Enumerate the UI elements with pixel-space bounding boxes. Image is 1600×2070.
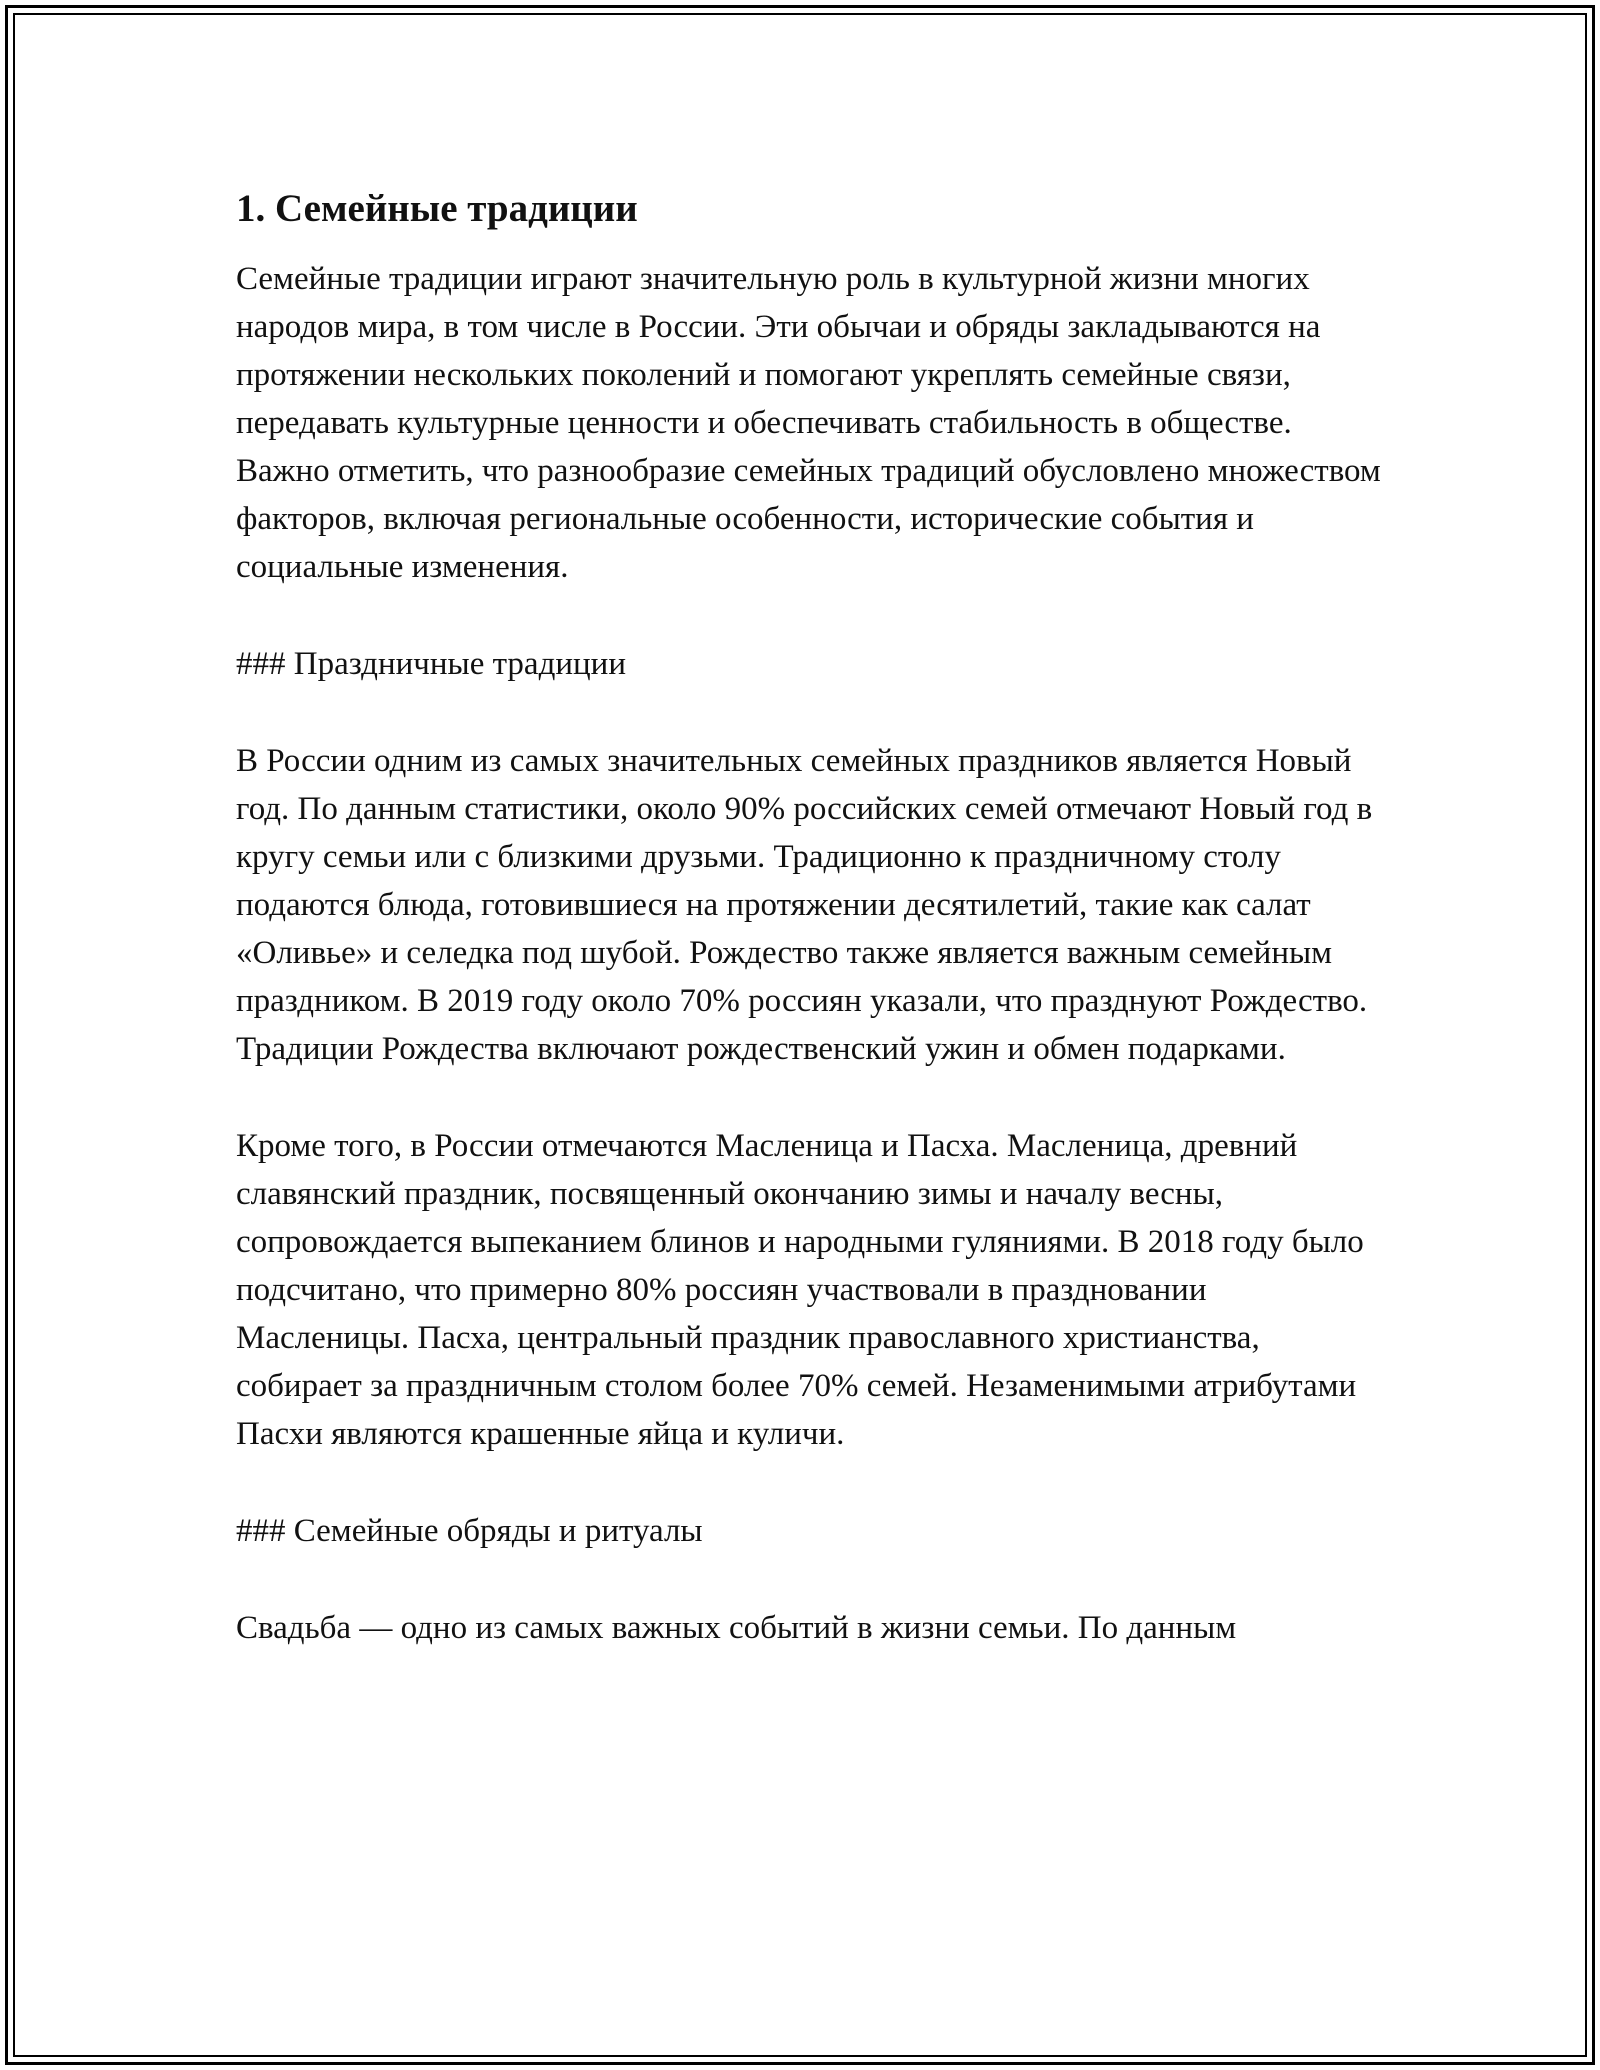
holiday-traditions-heading: ### Праздничные традиции [236,646,627,682]
intro-paragraph: Семейные традиции играют значительную роль в культурной жизни многих народов мира, в том числе в России. Эти обычаи и обряды закладываются на протяжении нескольких поколений и помогают укреплять семейные связи, передавать культурные ценности и обеспечивать стабильность в обществе. Важно отметить, что разнообразие семейных традиций обусловлено множеством факторов, включая региональные особенности, исторические события и социальные изменения. [236,261,1381,585]
maslenitsa-easter-paragraph: Кроме того, в России отмечаются Масленица и Пасха. Масленица, древний славянский праздник, посвященный окончанию зимы и началу весны, сопровождается выпеканием блинов и народными гуляниями. В 2018 году было подсчитано, что примерно 80% россиян участвовали в праздновании Масленицы. Пасха, центральный праздник православного христианства, собирает за праздничным столом более 70% семей. Незаменимыми атрибутами Пасхи являются крашенные яйца и куличи. [236,1128,1364,1452]
wedding-paragraph: Свадьба — одно из самых важных событий в жизни семьи. По данным [236,1610,1237,1646]
document-body [236,185,1386,1701]
new-year-paragraph: В России одним из самых значительных семейных праздников является Новый год. По данным статистики, около 90% российских семей отмечают Новый год в кругу семьи или с близкими друзьми. Традиционно к праздничному столу подаются блюда, готовившиеся на протяжении десятилетий, такие как салат «Оливье» и селедка под шубой. Рождество также является важным семейным праздником. В 2019 году около 70% россиян указали, что празднуют Рождество. Традиции Рождества включают рождественский ужин и обмен подарками. [236,743,1373,1067]
family-rituals-heading: ### Семейные обряды и ритуалы [236,1513,703,1549]
section-heading: 1. Семейные традиции [236,187,638,230]
